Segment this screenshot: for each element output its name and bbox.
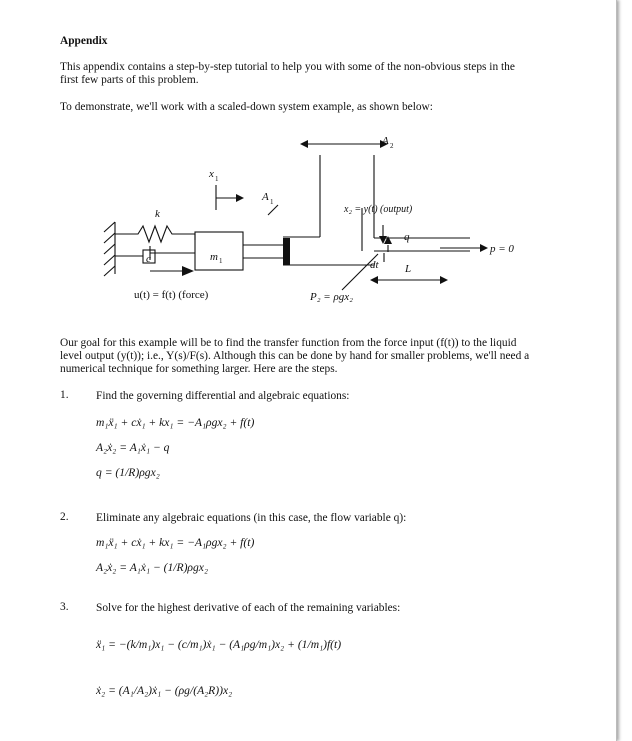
step-3-eq-1: ẍ₁ = −(k/m₁)x₁ − (c/m₁)ẋ₁ − (A₁ρg/m₁)x₂ + (1/m₁)f(t) <box>96 638 342 651</box>
appendix-heading: Appendix <box>60 35 108 47</box>
label-c: c <box>146 253 151 265</box>
goal-line-3: numerical technique for something larger. Here are the steps. <box>60 363 338 375</box>
goal-line-1: Our goal for this example will be to find the transfer function from the force input (f(t)) to the liquid <box>60 337 517 349</box>
label-q: q <box>404 231 410 243</box>
label-A1: A <box>262 191 269 203</box>
piston-plate <box>283 238 290 265</box>
step-1-eq-2: A₂ẋ₂ = A₁ẋ₁ − q <box>96 441 170 454</box>
step-1-eq-1: m₁ẍ₁ + cẋ₁ + kx₁ = −A₁ρgx₂ + f(t) <box>96 416 255 429</box>
step-2-title: Eliminate any algebraic equations (in this case, the flow variable q): <box>96 512 407 524</box>
goal-line-2: level output (y(t)); i.e., Y(s)/F(s). Although this can be done by hand for smaller problems, we'll need a <box>60 350 530 362</box>
intro-line-1: This appendix contains a step-by-step tutorial to help you with some of the non-obvious steps in the <box>60 61 515 73</box>
label-A2: A <box>382 135 389 147</box>
force-arrowhead <box>182 266 194 276</box>
label-p2: P₂ = ρgx₂ <box>310 291 353 303</box>
label-dt: dt <box>370 259 379 271</box>
step-1-eq-3: q = (1/R)ρgx₂ <box>96 466 160 479</box>
label-A1-sub: 1 <box>270 198 274 206</box>
intro-line-2: first few parts of this problem. <box>60 74 199 86</box>
label-p0: p = 0 <box>490 243 514 255</box>
label-m1: m <box>210 251 218 263</box>
step-2-eq-1: m₁ẍ₁ + cẋ₁ + kx₁ = −A₁ρgx₂ + f(t) <box>96 536 255 549</box>
label-x1: x <box>209 168 214 180</box>
wall-hatch <box>104 222 115 276</box>
step-3-number: 3. <box>60 601 69 613</box>
label-k: k <box>155 208 160 220</box>
step-3-eq-2: ẋ₂ = (A₁/A₂)ẋ₁ − (ρg/(A₂R))x₂ <box>96 684 233 697</box>
label-x2-output: x₂ = y(t) (output) <box>344 204 413 215</box>
label-x1-sub: 1 <box>215 175 219 183</box>
label-A2-sub: 2 <box>390 142 394 150</box>
step-1-title: Find the governing differential and algebraic equations: <box>96 390 350 402</box>
label-L: L <box>405 263 412 275</box>
step-1-number: 1. <box>60 389 69 401</box>
x1-arrowhead <box>236 194 244 202</box>
label-force: u(t) = f(t) (force) <box>134 289 209 301</box>
spring <box>115 226 195 242</box>
demo-line: To demonstrate, we'll work with a scaled-down system example, as shown below: <box>60 101 433 113</box>
step-3-title: Solve for the highest derivative of each of the remaining variables: <box>96 602 401 614</box>
label-m1-sub: 1 <box>219 257 223 265</box>
step-2-number: 2. <box>60 511 69 523</box>
step-2-eq-2: A₂ẋ₂ = A₁ẋ₁ − (1/R)ρgx₂ <box>96 561 208 574</box>
system-diagram <box>0 0 616 330</box>
